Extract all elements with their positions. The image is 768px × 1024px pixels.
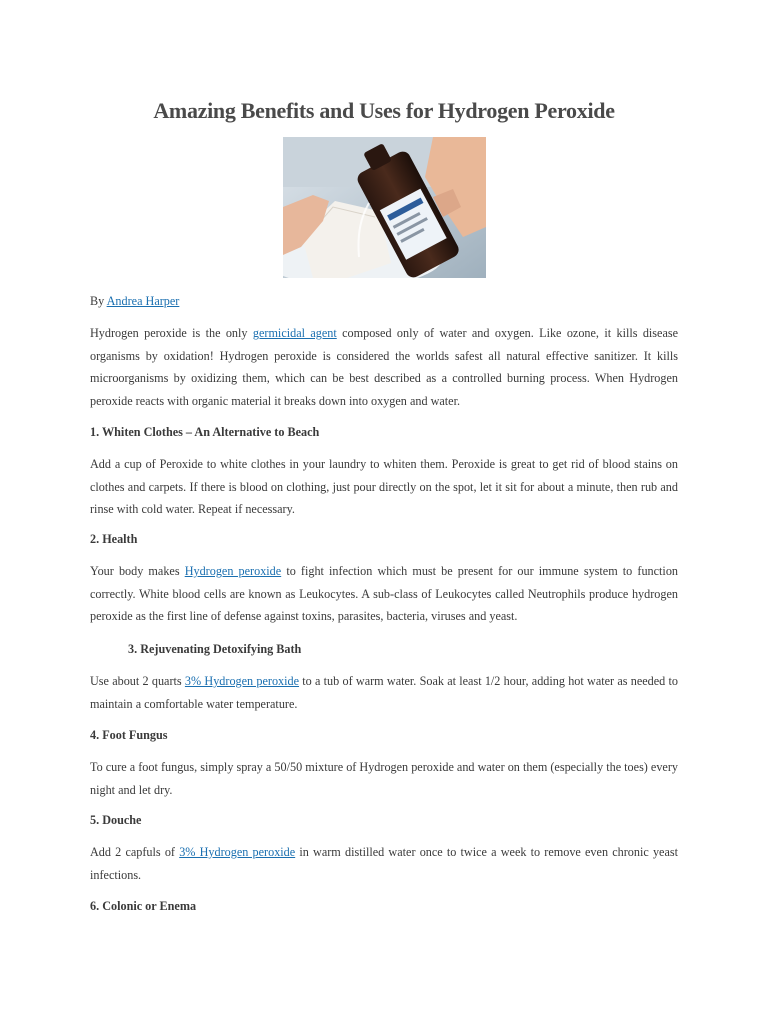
peroxide-bottle-photo [283,137,486,278]
section-5-heading: 5. Douche [90,813,142,827]
section-4-heading: 4. Foot Fungus [90,728,168,742]
section-6-heading: 6. Colonic or Enema [90,899,197,913]
section-4-body [90,756,678,801]
section-4-text: To cure a foot fungus, simply spray a 50/50 mixture of Hydrogen peroxide and water on them (especially the toes) every night and let dry. [90,760,678,797]
section-2-text-end: to fight infection which must be present for our immune system to function correctly. White blood cells are known as Leukocytes. A sub-class of Leukocytes called Neutrophils produce hydrogen peroxide as the first line of defense against toxins, parasites, bacteria, viruses and yeast. [90,564,679,623]
section-1-body [90,453,678,521]
germicidal-agent-link[interactable]: germicidal agent [252,326,337,340]
three-percent-peroxide-link-2[interactable]: 3% Hydrogen peroxide [179,845,296,859]
author-link[interactable]: Andrea Harper [106,294,180,308]
intro-paragraph [90,322,678,412]
section-5-text-end: in warm distilled water once to twice a week to remove even chronic yeast infections. [90,845,678,882]
section-4-heading-wrap [90,724,678,747]
section-1-heading-wrap [90,421,678,444]
three-percent-peroxide-link-1[interactable]: 3% Hydrogen peroxide [184,674,300,688]
section-3-body [90,670,678,715]
section-3-heading: 3. Rejuvenating Detoxifying Bath [128,642,302,656]
section-2-body [90,560,678,628]
hydrogen-peroxide-link[interactable]: Hydrogen peroxide [184,564,282,578]
section-2-heading-wrap [90,528,678,551]
section-1-text: Add a cup of Peroxide to white clothes in your laundry to whiten them. Peroxide is great to get rid of blood stains on clothes and carpets. If there is blood on clothing, just pour directly on the spot, let it sit for about a minute, then rub and rinse with cold water. Repeat if necessary. [90,457,678,516]
section-2-text-start: Your body makes [90,564,180,578]
section-3-text-end: to a tub of warm water. Soak at least 1/2 hour, adding hot water as needed to maintain a comfortable water temperature. [90,674,678,711]
section-5-heading-wrap [90,809,678,832]
intro-text-end: composed only of water and oxygen. Like ozone, it kills disease organisms by oxidation! Hydrogen peroxide is considered the worlds safest all natural effective sanitizer. It kills microorganisms by oxidizing them, which can be best described as a controlled burning process. When Hydrogen peroxide reacts with organic material it breaks down into oxygen and water. [90,326,679,408]
byline-prefix: By [90,294,105,308]
intro-text-start: Hydrogen peroxide is the only [90,326,248,340]
section-1-heading: 1. Whiten Clothes – An Alternative to Beach [90,425,320,439]
section-5-text-start: Add 2 capfuls of [90,845,175,859]
section-3-heading-wrap [90,638,716,661]
section-5-body [90,841,678,886]
section-2-heading: 2. Health [90,532,138,546]
section-3-text-start: Use about 2 quarts [90,674,182,688]
section-6-heading-wrap [90,895,678,918]
hero-image [283,137,486,278]
page-title: Amazing Benefits and Uses for Hydrogen Peroxide [153,98,615,123]
byline [90,290,678,313]
